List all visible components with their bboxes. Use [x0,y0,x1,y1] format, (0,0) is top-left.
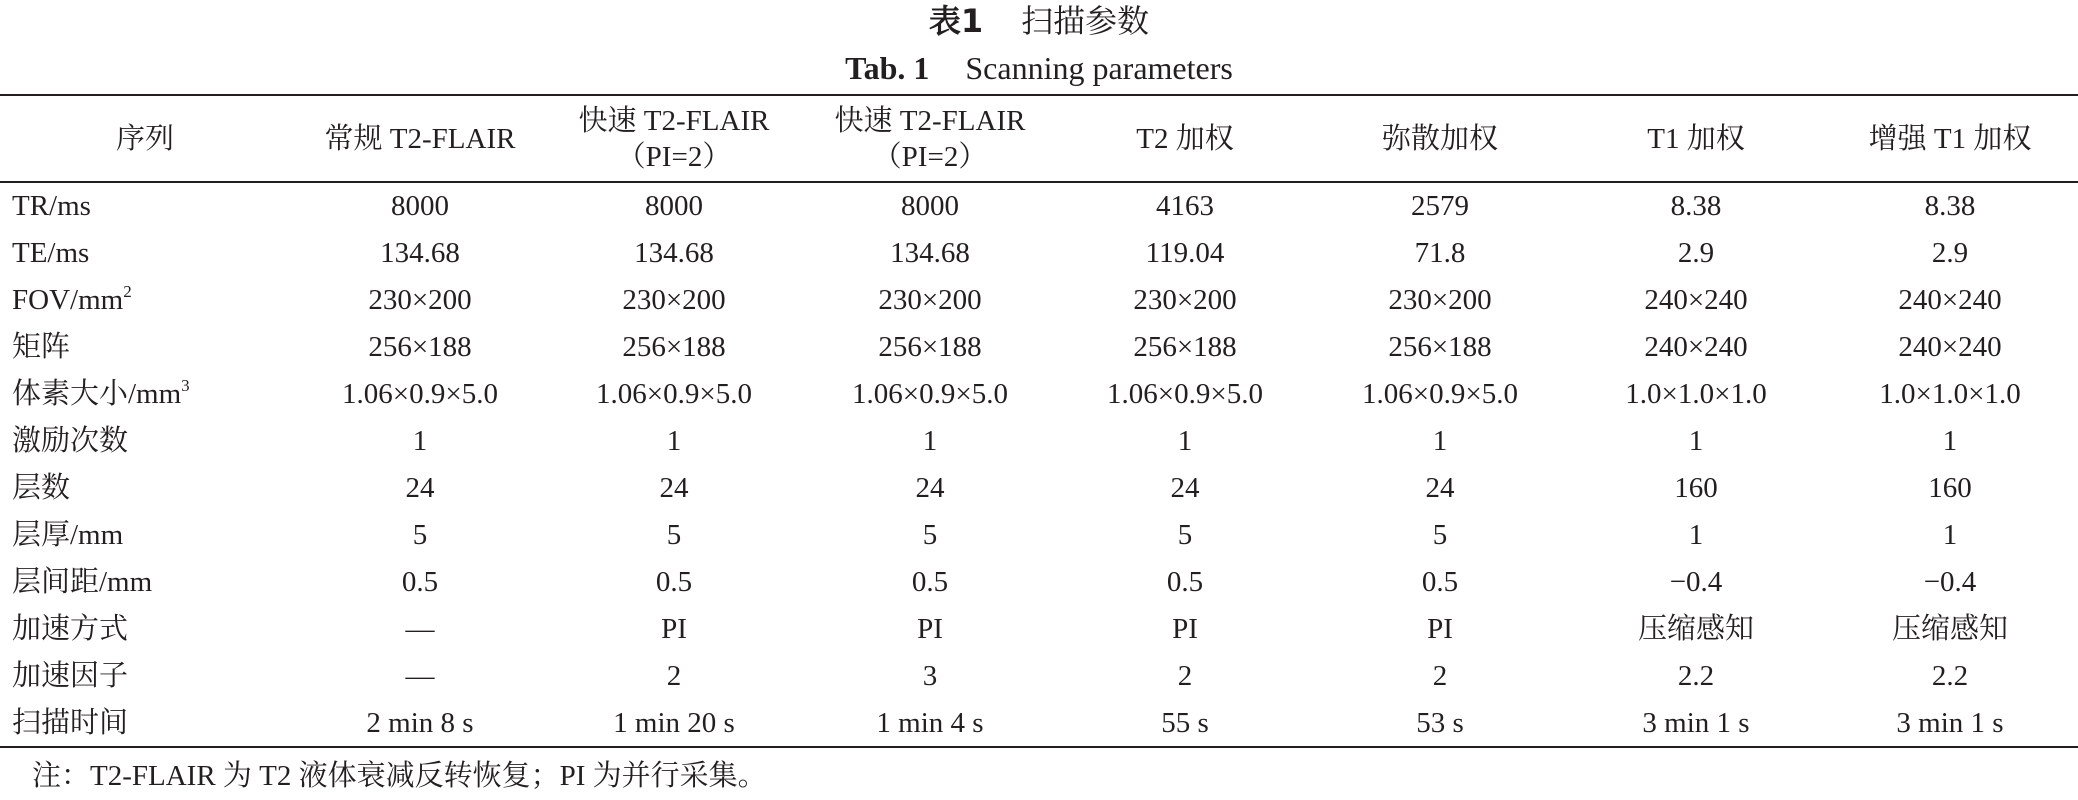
table-row [0,700,2078,747]
table-row [0,418,2078,465]
table-cell: 2 min 8 s [366,707,474,739]
table-cell: 5 [1432,519,1448,551]
header-line: 增强 T1 加权 [1868,122,2032,155]
table-cell: −0.4 [1669,566,1723,598]
table-cell: 8.38 [1670,190,1722,222]
table-cell: 压缩感知 [1637,613,1754,645]
table-cell: 160 [1674,472,1718,504]
table-cell: 2.9 [1931,237,1969,269]
table-cell: 1.06×0.9×5.0 [1107,378,1263,410]
table-cell: 256×188 [878,331,982,363]
header-line: 快速 T2-FLAIR [834,104,1026,137]
table-cell: 1 min 4 s [876,707,984,739]
row-label-text: 体素大小/mm [12,378,182,410]
header-line: 快速 T2-FLAIR [578,104,770,137]
table-cell: 1 [1688,519,1704,551]
table-cell: PI [1172,613,1198,645]
table-cell: 256×188 [1388,331,1492,363]
table-cell: 1 [1432,425,1448,457]
row-label [12,653,128,700]
table-cell: 3 [922,660,938,692]
table-cell: 240×240 [1898,331,2002,363]
table-cell: 119.04 [1145,237,1225,269]
header-cell-enhanced-t1-weighted [1820,96,2078,181]
table-cell: — [405,613,435,645]
table-cell: 71.8 [1414,237,1466,269]
table-cell: 2.9 [1677,237,1715,269]
header-subline: （PI=2） [872,140,988,173]
table-cell: 5 [666,519,682,551]
table-cell: 230×200 [1388,284,1492,316]
row-label [12,700,128,747]
table-cell: 5 [1177,519,1193,551]
table-row [0,606,2078,653]
table-cell: 1 [1942,519,1958,551]
table-cell: 134.68 [890,237,970,269]
table-cell: 1.0×1.0×1.0 [1879,378,2021,410]
table-cell: 24 [405,472,435,504]
header-cell-sequence [15,96,275,181]
table-cell: 134.68 [380,237,460,269]
header-line: 常规 T2-FLAIR [324,122,516,155]
table-row [0,653,2078,700]
table-cell: 256×188 [622,331,726,363]
table-cell: 5 [922,519,938,551]
table-cell: 2.2 [1931,660,1969,692]
header-subline: （PI=2） [616,140,732,173]
table-cell: 1.06×0.9×5.0 [596,378,752,410]
row-label [12,512,123,559]
header-line: T2 加权 [1136,122,1234,155]
row-label-text: TE/ms [12,237,90,269]
table-cell: 0.5 [401,566,439,598]
row-label [12,371,190,418]
table-row [0,371,2078,418]
table-cell: 240×240 [1644,331,1748,363]
table-cell: 240×240 [1644,284,1748,316]
row-label-superscript: 2 [123,282,132,301]
table-cell: 4163 [1156,190,1214,222]
table-cell: 3 min 1 s [1896,707,2004,739]
table-cell: PI [661,613,687,645]
table-cell: 24 [915,472,945,504]
table-cell: 53 s [1416,707,1464,739]
row-label [12,465,70,512]
table-cell: 1 [1177,425,1193,457]
table-cell: 8.38 [1924,190,1976,222]
table-caption-cn: 扫描参数 [1021,2,1150,40]
row-label [12,324,70,371]
table-note: 注：T2-FLAIR 为 T2 液体衰减反转恢复；PI 为并行采集。 [32,760,767,792]
header-cell-fast-t2-flair-a [544,96,804,181]
table-cell: 2 [1177,660,1193,692]
table-cell: 1 [922,425,938,457]
table-body [0,183,2078,747]
table-cell: 256×188 [368,331,472,363]
table-cell: 55 s [1161,707,1209,739]
bottom-rule [0,746,2078,748]
table-cell: PI [1427,613,1453,645]
table-cell: 2.2 [1677,660,1715,692]
table-row [0,277,2078,324]
table-number-en: Tab. 1 [845,50,930,86]
table-cell: 240×240 [1898,284,2002,316]
table-cell: 24 [659,472,689,504]
header-cell-diffusion-weighted [1310,96,1570,181]
row-label [12,183,91,230]
row-label [12,559,152,606]
table-cell: 3 min 1 s [1642,707,1750,739]
table-cell: 1.0×1.0×1.0 [1625,378,1767,410]
table-number-cn: 表1 [928,2,984,40]
table-cell: 1 [666,425,682,457]
table-row [0,324,2078,371]
table-header-row [0,96,2078,181]
table-cell: 8000 [391,190,449,222]
row-label [12,606,128,653]
row-label-text: 加速因子 [12,660,129,692]
table-cell: 1.06×0.9×5.0 [342,378,498,410]
table-cell: 压缩感知 [1891,613,2008,645]
table-cell: 0.5 [911,566,949,598]
table-cell: 2 [1432,660,1448,692]
row-label-text: TR/ms [12,190,91,222]
row-label-text: 层数 [12,472,71,504]
table-cell: 230×200 [622,284,726,316]
row-label-text: FOV/mm [12,284,124,316]
table-cell: 1.06×0.9×5.0 [1362,378,1518,410]
header-line: 序列 [115,122,174,155]
table-cell: 1 [412,425,428,457]
row-label [12,418,128,465]
row-label-text: 矩阵 [12,331,71,363]
row-label-text: 层厚/mm [12,519,124,551]
table-cell: 256×188 [1133,331,1237,363]
table-cell: — [405,660,435,692]
table-cell: 1.06×0.9×5.0 [852,378,1008,410]
table-row [0,465,2078,512]
table-cell: 8000 [901,190,959,222]
row-label-superscript: 3 [181,376,190,395]
table-cell: 1 min 20 s [613,707,735,739]
table-cell: 134.68 [634,237,714,269]
row-label-text: 层间距/mm [12,566,153,598]
table-cell: 0.5 [1421,566,1459,598]
header-line: 弥散加权 [1381,122,1498,155]
table-cell: −0.4 [1923,566,1977,598]
row-label-text: 扫描时间 [12,707,129,739]
table-cell: 1 [1942,425,1958,457]
row-label [12,277,132,324]
table-title-en [0,46,2078,90]
table-row [0,183,2078,230]
table-cell: 230×200 [878,284,982,316]
table-cell: 0.5 [655,566,693,598]
table-row [0,230,2078,277]
header-cell-fast-t2-flair-b [800,96,1060,181]
table-title-cn [0,0,2078,42]
table-caption-en: Scanning parameters [965,50,1233,86]
table-row [0,512,2078,559]
table-row [0,559,2078,606]
table-cell: 0.5 [1166,566,1204,598]
row-label-text: 激励次数 [12,425,129,457]
header-cell-t2-weighted [1055,96,1315,181]
table-cell: 160 [1928,472,1972,504]
table-cell: 2 [666,660,682,692]
table-cell: PI [917,613,943,645]
table-cell: 230×200 [368,284,472,316]
table-cell: 5 [412,519,428,551]
table-cell: 24 [1170,472,1200,504]
table-cell: 24 [1425,472,1455,504]
row-label [12,230,89,277]
table-cell: 230×200 [1133,284,1237,316]
row-label-text: 加速方式 [12,613,129,645]
header-cell-t1-weighted [1566,96,1826,181]
table-cell: 8000 [645,190,703,222]
header-line: T1 加权 [1647,122,1745,155]
table-cell: 2579 [1411,190,1469,222]
table-cell: 1 [1688,425,1704,457]
header-cell-conventional-t2-flair [290,96,550,181]
